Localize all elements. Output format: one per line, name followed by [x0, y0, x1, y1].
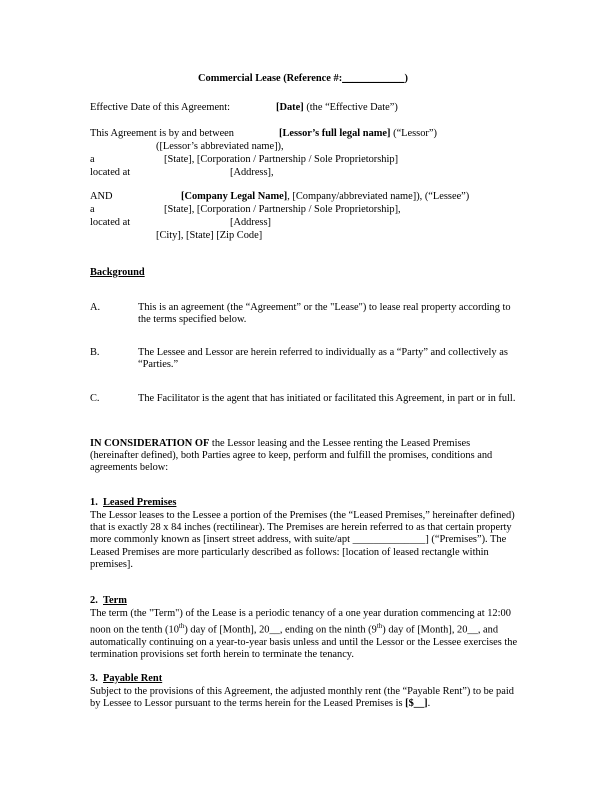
title-close: ) — [404, 73, 408, 84]
section-2-sup-a: th — [178, 622, 185, 631]
effective-date-label: Effective Date of this Agreement: — [90, 102, 231, 113]
section-2-number: 2. — [90, 595, 98, 606]
consideration-lead: IN CONSIDERATION OF — [90, 438, 210, 449]
consideration-paragraph — [90, 438, 520, 475]
section-1-title: Leased Premises — [103, 497, 177, 508]
lessor-entity: [State], [Corporation / Partnership / Sole Proprietorship] — [164, 154, 399, 165]
lessee-entity: [State], [Corporation / Partnership / Sole Proprietorship], — [164, 204, 401, 215]
section-3-body: Subject to the provisions of this Agreement, the adjusted monthly rent (the “Payable Rent”) to be paid by Lessee to Lessor pursuant to the terms herein for the Leased Premises is — [90, 686, 514, 710]
lessee-abbrev-role: , [Company/abbreviated name]), (“Lessee”) — [287, 191, 470, 202]
background-item-a-text: This is an agreement (the “Agreement” or the "Lease") to lease real property according to the terms specified below. — [138, 302, 511, 326]
section-3-end: . — [427, 698, 431, 710]
lessor-a-label: a — [90, 154, 95, 165]
effective-date-line — [276, 102, 398, 114]
title-text: Commercial Lease (Reference #: — [198, 73, 343, 84]
effective-date-value: [Date] — [276, 102, 304, 113]
section-1-text: The Lessor leases to the Lessee a portion of the Premises (the “Leased Premises,” hereinafter defined) that is exactly 28 x 84 inches (rectilinear). The Premises are herein referred to as that certain property more commonly known as [insert street address, with suite/apt ______________] (“Premises”). The Leased Premises are more particularly described as follows: [location of leased rectangle within premises]. — [90, 510, 515, 570]
section-2-sup-b: th — [376, 622, 383, 631]
section-2-heading — [90, 595, 127, 607]
lessor-location-label: located at — [90, 167, 131, 178]
background-item-c-letter: C. — [90, 393, 100, 404]
section-2-text — [90, 608, 520, 661]
lessor-role: (“Lessor”) — [393, 128, 437, 139]
lessee-address: [Address] — [230, 217, 271, 228]
lessor-name: [Lessor’s full legal name] — [279, 128, 391, 139]
section-2-text-c: ) day of [Month], 20__, and automatically continuing on a year-to-year basis unless and until the Lessor or the Lessee exercises the termination provisions set forth herein to terminate the tenancy. — [90, 624, 518, 661]
lessor-intro: This Agreement is by and between — [90, 128, 234, 139]
consideration-text: the Lessor leasing and the Lessee renting the Leased Premises (hereinafter defined), both Parties agree to keep, perform and fulfill the promises, conditions and agreements below: — [90, 438, 493, 474]
section-1-heading — [90, 497, 176, 509]
lessee-a-label: a — [90, 204, 95, 215]
section-2-text-b: ) day of [Month], 20__, ending on the ninth (9 — [184, 624, 377, 636]
background-heading: Background — [90, 267, 145, 278]
background-item-c-text: The Facilitator is the agent that has initiated or facilitated this Agreement, in part or in full. — [138, 393, 516, 404]
background-item-b-text: The Lessee and Lessor are herein referred to individually as a “Party” and collectively as “Parties.” — [138, 347, 508, 371]
reference-blank: ____________ — [342, 73, 405, 84]
section-3-title: Payable Rent — [103, 673, 163, 684]
lessee-location-label: located at — [90, 217, 131, 228]
section-3-text — [90, 686, 520, 710]
payable-rent-amount: [$__] — [405, 698, 428, 710]
page-title — [198, 73, 408, 85]
section-1-number: 1. — [90, 497, 98, 508]
lessor-abbrev: ([Lessor’s abbreviated name]), — [156, 141, 284, 152]
background-item-a-letter: A. — [90, 302, 101, 313]
section-2-text-a: The term (the "Term") of the Lease is a periodic tenancy of a one year duration commencing at 12:00 noon on the tenth (10 — [90, 608, 511, 636]
section-3-heading — [90, 673, 162, 685]
lessee-city: [City], [State] [Zip Code] — [156, 230, 263, 241]
effective-date-suffix: (the “Effective Date”) — [306, 102, 398, 113]
lessor-address: [Address], — [230, 167, 274, 178]
and-label: AND — [90, 191, 113, 202]
background-item-b-letter: B. — [90, 347, 100, 358]
section-3-number: 3. — [90, 673, 98, 684]
lessor-name-line — [279, 128, 437, 140]
lessee-name: [Company Legal Name] — [181, 191, 288, 202]
section-2-title: Term — [103, 595, 127, 606]
lessee-name-line — [181, 191, 469, 203]
